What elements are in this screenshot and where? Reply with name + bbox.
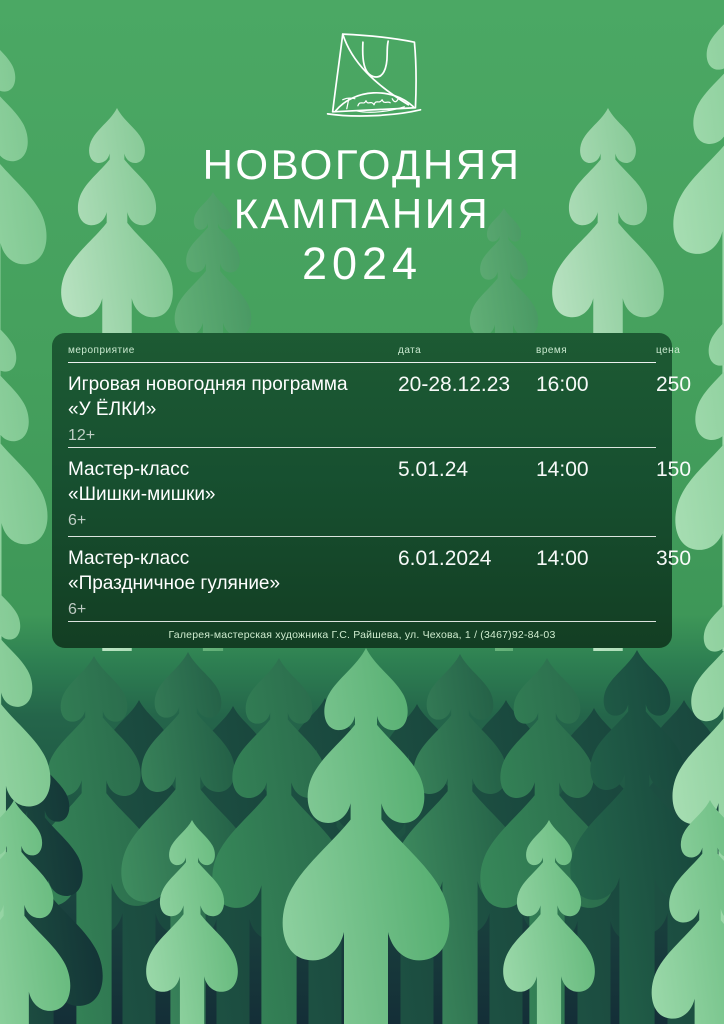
price-cell: 250 — [656, 373, 692, 396]
date-cell: 20-28.12.23 — [398, 373, 511, 396]
event-title: «Праздничное гуляние» — [68, 573, 281, 594]
header-time: время — [536, 345, 568, 356]
event-title: Мастер-класс — [68, 459, 190, 480]
chum-drawing-icon — [308, 24, 432, 130]
table-header-row — [68, 333, 681, 363]
event-cell — [68, 372, 398, 447]
title-line-1: НОВОГОДНЯЯ — [202, 141, 522, 188]
age-badge: 6+ — [68, 601, 87, 618]
poster-title — [0, 140, 724, 290]
event-title: Игровая новогодняя программа — [68, 374, 348, 395]
price-cell: 350 — [656, 547, 692, 570]
header-date: дата — [398, 345, 422, 356]
age-badge: 6+ — [68, 512, 87, 529]
title-year: 2024 — [301, 238, 423, 289]
time-cell: 14:00 — [536, 458, 589, 481]
event-cell — [68, 546, 398, 621]
header-price: цена — [656, 345, 681, 356]
date-cell: 6.01.2024 — [398, 547, 492, 570]
header-event: мероприятие — [68, 345, 135, 356]
table-row — [68, 363, 692, 448]
schedule-table — [52, 333, 692, 648]
event-title: «Шишки-мишки» — [68, 484, 216, 505]
gallery-contact-line: Галерея-мастерская художника Г.С. Райшева, ул. Чехова, 1 / (3467)92-84-03 — [168, 629, 556, 641]
age-badge: 12+ — [68, 427, 96, 444]
event-title: «У ЁЛКИ» — [68, 399, 157, 420]
price-cell: 150 — [656, 458, 692, 481]
date-cell: 5.01.24 — [398, 458, 469, 481]
gallery-logo — [308, 24, 432, 130]
title-line-2: КАМПАНИЯ — [233, 190, 491, 237]
time-cell: 14:00 — [536, 547, 589, 570]
time-cell: 16:00 — [536, 373, 589, 396]
table-row — [68, 537, 692, 622]
event-cell — [68, 457, 398, 536]
table-row — [68, 448, 692, 537]
event-title: Мастер-класс — [68, 548, 190, 569]
